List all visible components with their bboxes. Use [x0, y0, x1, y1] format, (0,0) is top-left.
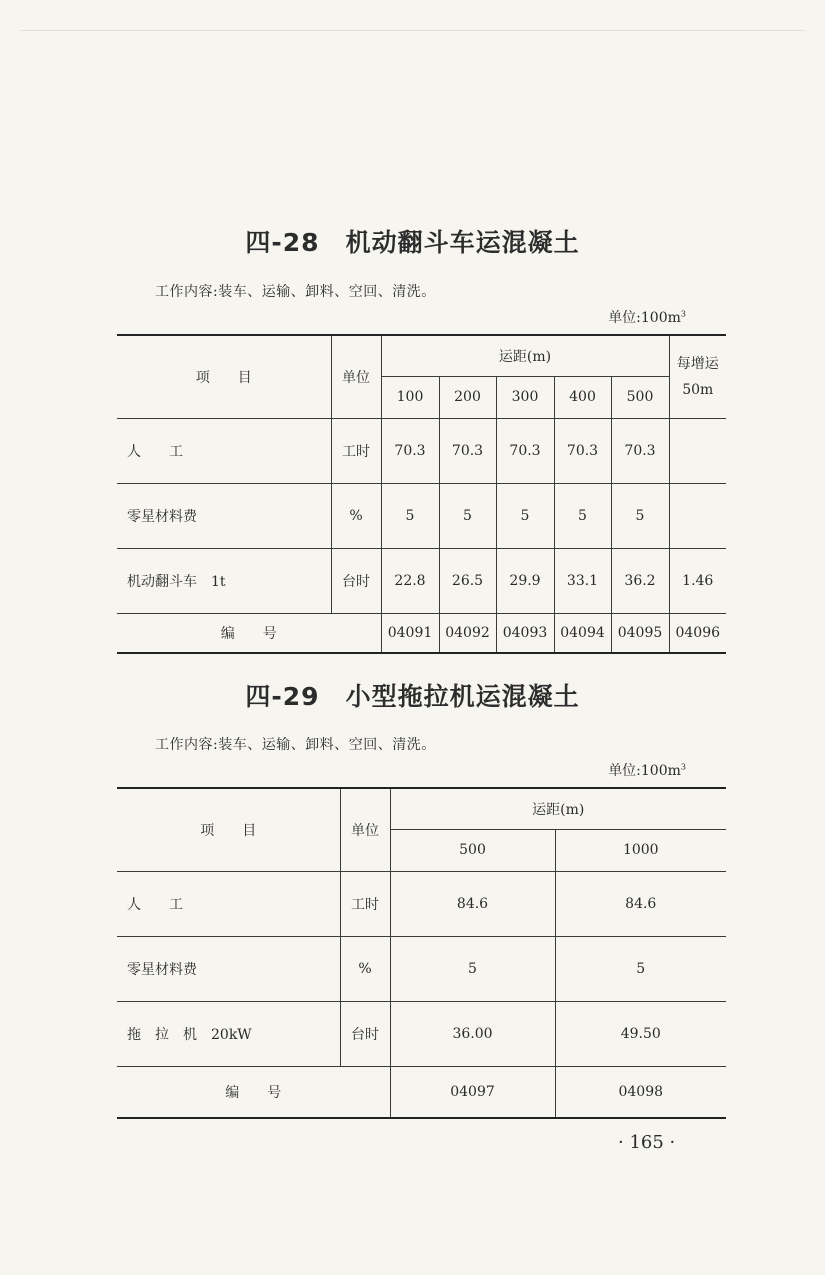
- work-content: 工作内容:装车、运输、卸料、空回、清洗。: [155, 737, 436, 753]
- row-name: 人 工: [117, 418, 331, 483]
- code-cell: 04096: [669, 613, 726, 653]
- unit-label: 单位$:100m^3$: [608, 309, 686, 326]
- section-heading: 机动翻斗车运混凝土: [345, 228, 580, 257]
- table-row: [117, 548, 726, 613]
- value-cell: 5: [555, 936, 726, 1001]
- value-cell: 84.6: [390, 871, 555, 936]
- code-row: [117, 613, 726, 653]
- section-number: 四-29: [245, 682, 320, 711]
- value-cell: 5: [554, 483, 611, 548]
- header-item: 项 目: [117, 788, 340, 871]
- section-number: 四-28: [245, 228, 320, 257]
- page-number: · 165 ·: [618, 1132, 676, 1153]
- row-unit: 台时: [340, 1001, 390, 1066]
- header-extra: 每增运 50m: [669, 335, 726, 418]
- table-row: [117, 1001, 726, 1066]
- value-cell: 36.00: [390, 1001, 555, 1066]
- distance-cell: 100: [381, 376, 439, 418]
- distance-cell: 400: [554, 376, 611, 418]
- table-row: [117, 418, 726, 483]
- code-label: 编 号: [117, 613, 381, 653]
- distance-cell: 1000: [555, 829, 726, 871]
- value-cell: 84.6: [555, 871, 726, 936]
- code-cell: 04093: [496, 613, 554, 653]
- row-unit: %: [340, 936, 390, 1001]
- value-cell: 26.5: [439, 548, 496, 613]
- value-cell: 49.50: [555, 1001, 726, 1066]
- value-cell: 70.3: [554, 418, 611, 483]
- code-label: 编 号: [117, 1066, 390, 1118]
- section-title-4-29: [0, 677, 825, 713]
- value-cell: 70.3: [439, 418, 496, 483]
- header-distance: 运距(m): [381, 335, 669, 376]
- header-unit: 单位: [331, 335, 381, 418]
- distance-cell: 500: [390, 829, 555, 871]
- value-cell: 22.8: [381, 548, 439, 613]
- value-cell: [669, 418, 726, 483]
- value-cell: 70.3: [381, 418, 439, 483]
- table-row: [117, 483, 726, 548]
- code-cell: 04098: [555, 1066, 726, 1118]
- distance-cell: 300: [496, 376, 554, 418]
- value-cell: 36.2: [611, 548, 669, 613]
- value-cell: 70.3: [496, 418, 554, 483]
- header-unit: 单位: [340, 788, 390, 871]
- row-name: 人 工: [117, 871, 340, 936]
- code-cell: 04092: [439, 613, 496, 653]
- code-row: [117, 1066, 726, 1118]
- section-heading: 小型拖拉机运混凝土: [345, 682, 580, 711]
- quota-table-4-29: [117, 787, 726, 1119]
- value-cell: 1.46: [669, 548, 726, 613]
- quota-table-4-28: [117, 334, 726, 654]
- header-distance: 运距(m): [390, 788, 726, 829]
- row-name: 拖 拉 机 20kW: [117, 1001, 340, 1066]
- table-row: [117, 871, 726, 936]
- work-content: 工作内容:装车、运输、卸料、空回、清洗。: [155, 284, 436, 300]
- row-name: 零星材料费: [117, 483, 331, 548]
- value-cell: 5: [381, 483, 439, 548]
- table-row: [117, 936, 726, 1001]
- distance-cell: 200: [439, 376, 496, 418]
- code-cell: 04091: [381, 613, 439, 653]
- row-name: 机动翻斗车 1t: [117, 548, 331, 613]
- value-cell: 5: [390, 936, 555, 1001]
- value-cell: [669, 483, 726, 548]
- unit-label: 单位$:100m^3$: [608, 762, 686, 779]
- value-cell: 5: [439, 483, 496, 548]
- header-item: 项 目: [117, 335, 331, 418]
- value-cell: 33.1: [554, 548, 611, 613]
- distance-cell: 500: [611, 376, 669, 418]
- row-unit: 工时: [340, 871, 390, 936]
- code-cell: 04097: [390, 1066, 555, 1118]
- page-top-line: [20, 30, 805, 31]
- row-name: 零星材料费: [117, 936, 340, 1001]
- row-unit: 台时: [331, 548, 381, 613]
- section-title-4-28: [0, 223, 825, 259]
- value-cell: 5: [496, 483, 554, 548]
- code-cell: 04094: [554, 613, 611, 653]
- code-cell: 04095: [611, 613, 669, 653]
- value-cell: 70.3: [611, 418, 669, 483]
- row-unit: %: [331, 483, 381, 548]
- value-cell: 29.9: [496, 548, 554, 613]
- row-unit: 工时: [331, 418, 381, 483]
- value-cell: 5: [611, 483, 669, 548]
